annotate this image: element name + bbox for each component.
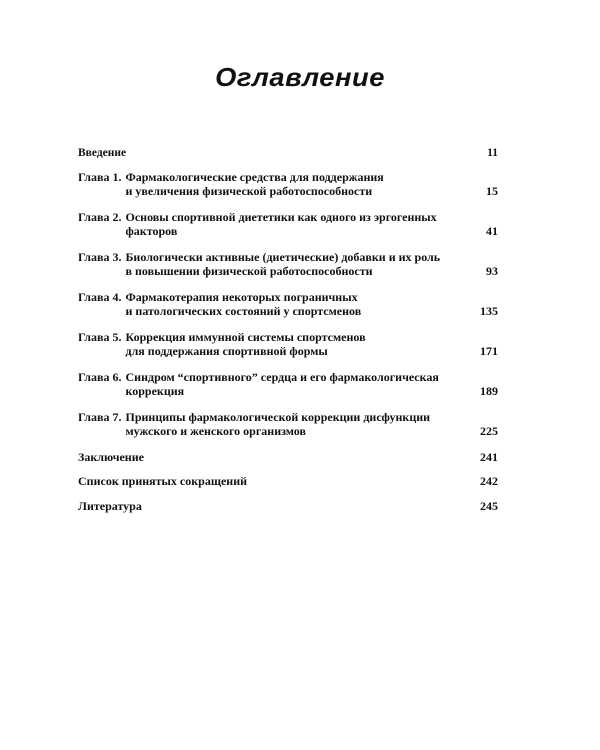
- toc-entry-literature: [78, 499, 498, 514]
- toc-entry-abbreviations: [78, 474, 498, 489]
- toc-chapter-title: Синдром “спортивного” сердца и его фармакологическая коррекция: [125, 369, 439, 398]
- toc-chapter-number: Глава 3.: [78, 249, 122, 264]
- toc-chapter-title: Принципы фармакологической коррекции дисфункции мужского и женского организмов: [125, 409, 431, 438]
- toc-entry-page: 15: [486, 184, 498, 198]
- toc-entry-label: Введение: [78, 147, 127, 159]
- toc-entry-page: 189: [480, 384, 498, 398]
- toc-entry-label: Заключение: [78, 449, 144, 464]
- toc-entry-page: 245: [480, 498, 498, 513]
- toc-chapter-number: Глава 1.: [78, 169, 122, 184]
- toc-entry-chapter-2: [78, 210, 498, 239]
- toc-entry-chapter-4: [78, 290, 498, 319]
- toc-entry-page: 41: [486, 224, 498, 238]
- toc-chapter-title: Фармакологические средства для поддержания и увеличения физической работоспособности: [125, 169, 384, 198]
- toc-chapter-title: Основы спортивной диететики как одного из эргогенных факторов: [125, 209, 437, 238]
- toc-entry-page: 242: [480, 474, 498, 488]
- toc-chapter-number: Глава 6.: [78, 369, 122, 384]
- table-of-contents: [78, 146, 498, 523]
- toc-entry-intro: [78, 146, 498, 161]
- toc-chapter-title: Биологически активные (диетические) добавки и их роль в повышении физической работоспособности: [125, 249, 441, 278]
- toc-entry-page: 93: [486, 264, 498, 278]
- toc-entry-page: 11: [487, 147, 498, 159]
- toc-entry-label: Литература: [78, 498, 142, 513]
- toc-entry-chapter-3: [78, 250, 498, 279]
- page-title: Оглавление: [215, 62, 385, 92]
- toc-chapter-title: Фармакотерапия некоторых пограничных и патологических состояний у спортсменов: [125, 289, 362, 318]
- toc-entry-chapter-7: [78, 410, 498, 439]
- toc-entry-conclusion: [78, 450, 498, 465]
- toc-entry-chapter-6: [78, 370, 498, 399]
- toc-entry-page: 241: [480, 449, 498, 464]
- toc-chapter-number: Глава 2.: [78, 209, 122, 224]
- toc-entry-page: 135: [480, 304, 498, 318]
- toc-chapter-number: Глава 5.: [78, 329, 122, 344]
- toc-entry-chapter-5: [78, 330, 498, 359]
- toc-chapter-number: Глава 4.: [78, 289, 122, 304]
- toc-chapter-title: Коррекция иммунной системы спортсменов для поддержания спортивной формы: [125, 329, 366, 358]
- toc-entry-label: Список принятых сокращений: [78, 474, 248, 488]
- toc-entry-page: 171: [480, 344, 498, 358]
- toc-chapter-number: Глава 7.: [78, 409, 122, 424]
- toc-entry-chapter-1: [78, 170, 498, 199]
- toc-entry-page: 225: [480, 424, 498, 438]
